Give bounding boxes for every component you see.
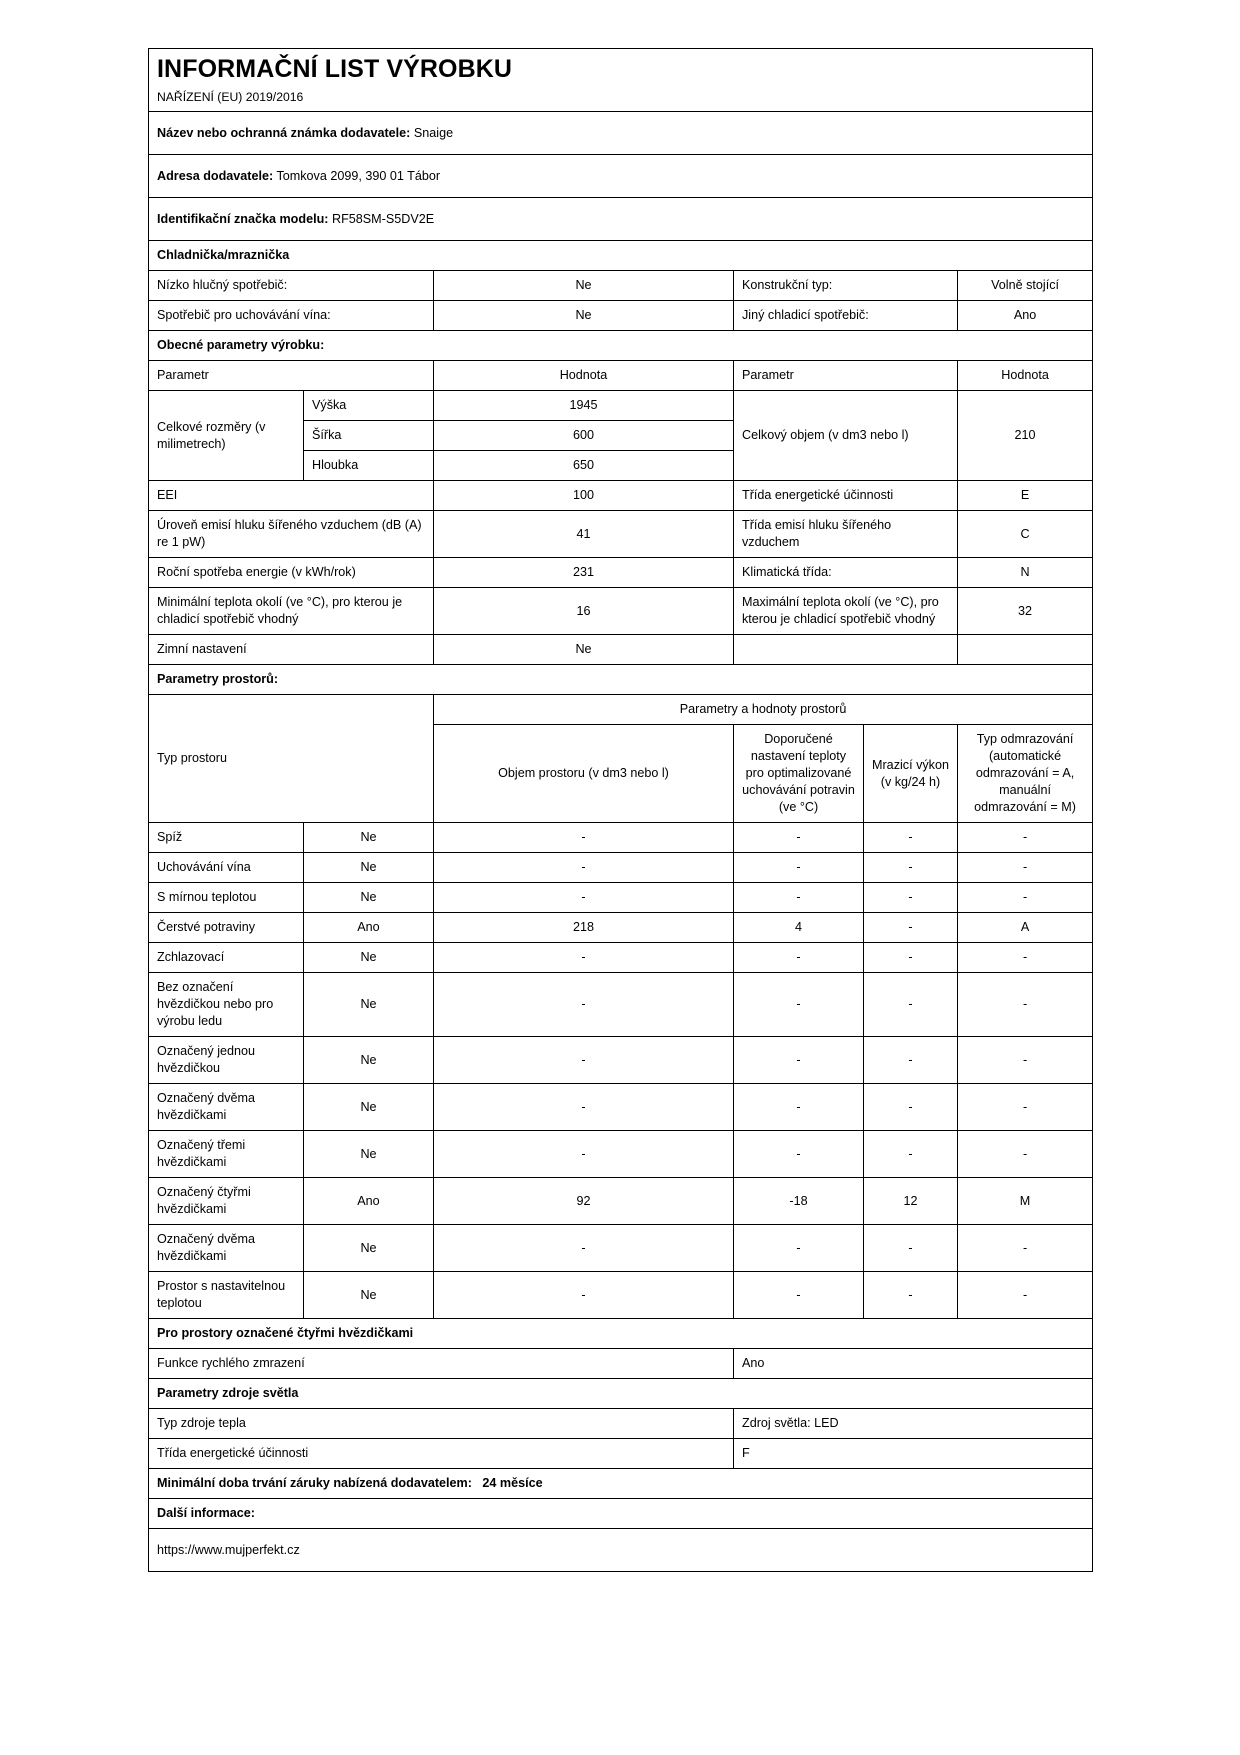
compartment-defrost: -	[958, 1131, 1093, 1178]
noise-class-label: Třída emisí hluku šířeného vzduchem	[734, 511, 958, 558]
compartment-freeze: -	[864, 1225, 958, 1272]
compartment-type: S mírnou teplotou	[149, 883, 304, 913]
light-class-row	[149, 1439, 1093, 1469]
light-heading: Parametry zdroje světla	[149, 1379, 1093, 1409]
compartment-temp: -	[734, 943, 864, 973]
compartment-present: Ne	[304, 1131, 434, 1178]
compartment-volume: -	[434, 943, 734, 973]
annual-energy-row	[149, 558, 1093, 588]
height-value: 1945	[434, 391, 734, 421]
compartment-type: Označený jednou hvězdičkou	[149, 1037, 304, 1084]
compartment-type: Čerstvé potraviny	[149, 913, 304, 943]
height-label: Výška	[304, 391, 434, 421]
compartment-defrost: -	[958, 973, 1093, 1037]
compartment-temp-header: Doporučené nastavení teploty pro optimalizované uchovávání potravin (ve °C)	[734, 725, 864, 823]
climate-class-value: N	[958, 558, 1093, 588]
dimensions-label: Celkové rozměry (v milimetrech)	[149, 391, 304, 481]
wine-storage-value: Ne	[434, 301, 734, 331]
compartment-volume: -	[434, 973, 734, 1037]
light-type-row	[149, 1409, 1093, 1439]
compartment-type: Bez označení hvězdičkou nebo pro výrobu ledu	[149, 973, 304, 1037]
supplier-address-value: Tomkova 2099, 390 01 Tábor	[276, 168, 441, 183]
compartment-volume: -	[434, 1037, 734, 1084]
total-volume-value: 210	[958, 391, 1093, 481]
annual-energy-value: 231	[434, 558, 734, 588]
supplier-name-cell	[149, 112, 1093, 155]
fast-freeze-value: Ano	[734, 1349, 1093, 1379]
noise-row	[149, 511, 1093, 558]
supplier-address-cell	[149, 155, 1093, 198]
min-ambient-label: Minimální teplota okolí (ve °C), pro kterou je chladicí spotřebič vhodný	[149, 588, 434, 635]
compartment-present: Ne	[304, 823, 434, 853]
table-row	[149, 1084, 1093, 1131]
compartment-freeze: -	[864, 1084, 958, 1131]
model-cell	[149, 198, 1093, 241]
compartment-defrost: -	[958, 1272, 1093, 1319]
more-info-url-row	[149, 1529, 1093, 1572]
light-heading-row	[149, 1379, 1093, 1409]
light-class-value: F	[734, 1439, 1093, 1469]
warranty-cell	[149, 1469, 1093, 1499]
compartment-volume: -	[434, 1272, 734, 1319]
compartment-defrost: -	[958, 1037, 1093, 1084]
four-star-heading-row	[149, 1319, 1093, 1349]
table-row	[149, 1178, 1093, 1225]
light-type-label: Typ zdroje tepla	[149, 1409, 734, 1439]
more-info-heading: Další informace:	[149, 1499, 1093, 1529]
compartment-volume: -	[434, 1131, 734, 1178]
appliance-type-heading: Chladnička/mraznička	[149, 241, 1093, 271]
noise-label: Úroveň emisí hluku šířeného vzduchem (dB (A) re 1 pW)	[149, 511, 434, 558]
supplier-name-label: Název nebo ochranná známka dodavatele:	[157, 125, 411, 140]
compartment-freeze: -	[864, 973, 958, 1037]
depth-value: 650	[434, 451, 734, 481]
model-value: RF58SM-S5DV2E	[331, 211, 435, 226]
compartment-present: Ne	[304, 883, 434, 913]
more-info-heading-row	[149, 1499, 1093, 1529]
other-appliance-value: Ano	[958, 301, 1093, 331]
compartments-heading-row	[149, 665, 1093, 695]
compartment-temp: -	[734, 1225, 864, 1272]
appliance-type-row	[149, 241, 1093, 271]
compartment-freeze: -	[864, 943, 958, 973]
compartment-temp: -	[734, 1084, 864, 1131]
general-parameters-heading: Obecné parametry výrobku:	[149, 331, 1093, 361]
compartment-temp: -	[734, 1131, 864, 1178]
winter-empty-right	[958, 635, 1093, 665]
compartment-defrost: M	[958, 1178, 1093, 1225]
winter-setting-label: Zimní nastavení	[149, 635, 434, 665]
noise-value: 41	[434, 511, 734, 558]
low-noise-value: Ne	[434, 271, 734, 301]
min-ambient-value: 16	[434, 588, 734, 635]
max-ambient-label: Maximální teplota okolí (ve °C), pro kterou je chladicí spotřebič vhodný	[734, 588, 958, 635]
climate-class-label: Klimatická třída:	[734, 558, 958, 588]
wine-storage-row	[149, 301, 1093, 331]
noise-class-value: C	[958, 511, 1093, 558]
compartment-temp: -	[734, 1037, 864, 1084]
compartment-type: Označený dvěma hvězdičkami	[149, 1084, 304, 1131]
compartment-volume: -	[434, 853, 734, 883]
compartment-temp: -	[734, 823, 864, 853]
four-star-heading: Pro prostory označené čtyřmi hvězdičkami	[149, 1319, 1093, 1349]
eei-value: 100	[434, 481, 734, 511]
warranty-label: Minimální doba trvání záruky nabízená dodavatelem:	[157, 1476, 472, 1491]
compartment-volume: -	[434, 883, 734, 913]
table-row	[149, 853, 1093, 883]
compartment-volume: -	[434, 1225, 734, 1272]
compartment-volume: -	[434, 1084, 734, 1131]
compartment-present: Ano	[304, 913, 434, 943]
eei-row	[149, 481, 1093, 511]
compartments-group-header: Parametry a hodnoty prostorů	[434, 695, 1093, 725]
compartment-defrost: -	[958, 823, 1093, 853]
max-ambient-value: 32	[958, 588, 1093, 635]
product-sheet-table	[148, 48, 1093, 1572]
light-type-value: Zdroj světla: LED	[734, 1409, 1093, 1439]
model-row	[149, 198, 1093, 241]
compartment-defrost: -	[958, 1084, 1093, 1131]
compartment-volume: -	[434, 823, 734, 853]
other-appliance-label: Jiný chladicí spotřebič:	[734, 301, 958, 331]
compartment-defrost: -	[958, 943, 1093, 973]
supplier-name-row	[149, 112, 1093, 155]
compartment-type: Zchlazovací	[149, 943, 304, 973]
compartment-temp: 4	[734, 913, 864, 943]
general-header-row	[149, 361, 1093, 391]
compartment-type: Prostor s nastavitelnou teplotou	[149, 1272, 304, 1319]
annual-energy-label: Roční spotřeba energie (v kWh/rok)	[149, 558, 434, 588]
compartment-present: Ne	[304, 1225, 434, 1272]
compartment-type: Spíž	[149, 823, 304, 853]
width-label: Šířka	[304, 421, 434, 451]
compartment-defrost: A	[958, 913, 1093, 943]
compartment-freeze: -	[864, 853, 958, 883]
construction-value: Volně stojící	[958, 271, 1093, 301]
compartment-defrost: -	[958, 1225, 1093, 1272]
eei-label: EEI	[149, 481, 434, 511]
compartment-temp: -	[734, 883, 864, 913]
table-row	[149, 913, 1093, 943]
general-col-value-right: Hodnota	[958, 361, 1093, 391]
energy-class-value: E	[958, 481, 1093, 511]
compartment-freeze: -	[864, 1272, 958, 1319]
compartment-volume: 218	[434, 913, 734, 943]
winter-empty-left	[734, 635, 958, 665]
fast-freeze-label: Funkce rychlého zmrazení	[149, 1349, 734, 1379]
warranty-value: 24 měsíce	[482, 1476, 543, 1491]
compartment-type: Označený čtyřmi hvězdičkami	[149, 1178, 304, 1225]
table-row	[149, 1225, 1093, 1272]
title-cell	[149, 49, 1093, 112]
compartment-present: Ne	[304, 853, 434, 883]
title-row	[149, 49, 1093, 112]
compartments-group-header-row	[149, 695, 1093, 725]
general-parameters-row	[149, 331, 1093, 361]
table-row	[149, 1037, 1093, 1084]
compartment-freeze: -	[864, 913, 958, 943]
table-row	[149, 973, 1093, 1037]
compartment-defrost: -	[958, 853, 1093, 883]
warranty-row	[149, 1469, 1093, 1499]
wine-storage-label: Spotřebič pro uchovávání vína:	[149, 301, 434, 331]
compartment-defrost-header: Typ odmrazování (automatické odmrazování = A, manuální odmrazování = M)	[958, 725, 1093, 823]
compartment-present: Ne	[304, 943, 434, 973]
compartment-freeze: 12	[864, 1178, 958, 1225]
compartment-freeze: -	[864, 823, 958, 853]
compartment-freeze-header: Mrazicí výkon (v kg/24 h)	[864, 725, 958, 823]
general-col-param-left: Parametr	[149, 361, 434, 391]
regulation-reference: NAŘÍZENÍ (EU) 2019/2016	[157, 89, 304, 104]
compartment-type: Označený třemi hvězdičkami	[149, 1131, 304, 1178]
compartment-present: Ne	[304, 973, 434, 1037]
low-noise-row	[149, 271, 1093, 301]
compartment-freeze: -	[864, 1037, 958, 1084]
compartment-defrost: -	[958, 883, 1093, 913]
compartment-present: Ne	[304, 1037, 434, 1084]
low-noise-label: Nízko hlučný spotřebič:	[149, 271, 434, 301]
compartment-freeze: -	[864, 1131, 958, 1178]
width-value: 600	[434, 421, 734, 451]
supplier-address-row	[149, 155, 1093, 198]
compartment-temp: -	[734, 853, 864, 883]
construction-label: Konstrukční typ:	[734, 271, 958, 301]
compartment-type-header: Typ prostoru	[149, 695, 434, 823]
table-row	[149, 1131, 1093, 1178]
general-col-param-right: Parametr	[734, 361, 958, 391]
model-label: Identifikační značka modelu:	[157, 211, 329, 226]
page-title: INFORMAČNÍ LIST VÝROBKU	[157, 55, 513, 83]
compartments-heading: Parametry prostorů:	[149, 665, 1093, 695]
winter-setting-value: Ne	[434, 635, 734, 665]
light-class-label: Třída energetické účinnosti	[149, 1439, 734, 1469]
supplier-address-label: Adresa dodavatele:	[157, 168, 274, 183]
compartment-present: Ano	[304, 1178, 434, 1225]
more-info-url[interactable]: https://www.mujperfekt.cz	[149, 1529, 1093, 1572]
table-row	[149, 943, 1093, 973]
dimension-height-row	[149, 391, 1093, 421]
ambient-temp-row	[149, 588, 1093, 635]
compartment-type: Označený dvěma hvězdičkami	[149, 1225, 304, 1272]
general-col-value-left: Hodnota	[434, 361, 734, 391]
energy-class-label: Třída energetické účinnosti	[734, 481, 958, 511]
compartment-volume: 92	[434, 1178, 734, 1225]
compartment-temp: -18	[734, 1178, 864, 1225]
supplier-name-value: Snaige	[413, 125, 454, 140]
compartment-volume-header: Objem prostoru (v dm3 nebo l)	[434, 725, 734, 823]
compartment-present: Ne	[304, 1084, 434, 1131]
compartment-temp: -	[734, 973, 864, 1037]
compartment-present: Ne	[304, 1272, 434, 1319]
table-row	[149, 823, 1093, 853]
table-row	[149, 1272, 1093, 1319]
total-volume-label: Celkový objem (v dm3 nebo l)	[734, 391, 958, 481]
fast-freeze-row	[149, 1349, 1093, 1379]
compartment-temp: -	[734, 1272, 864, 1319]
compartment-freeze: -	[864, 883, 958, 913]
table-row	[149, 883, 1093, 913]
winter-setting-row	[149, 635, 1093, 665]
depth-label: Hloubka	[304, 451, 434, 481]
compartment-type: Uchovávání vína	[149, 853, 304, 883]
